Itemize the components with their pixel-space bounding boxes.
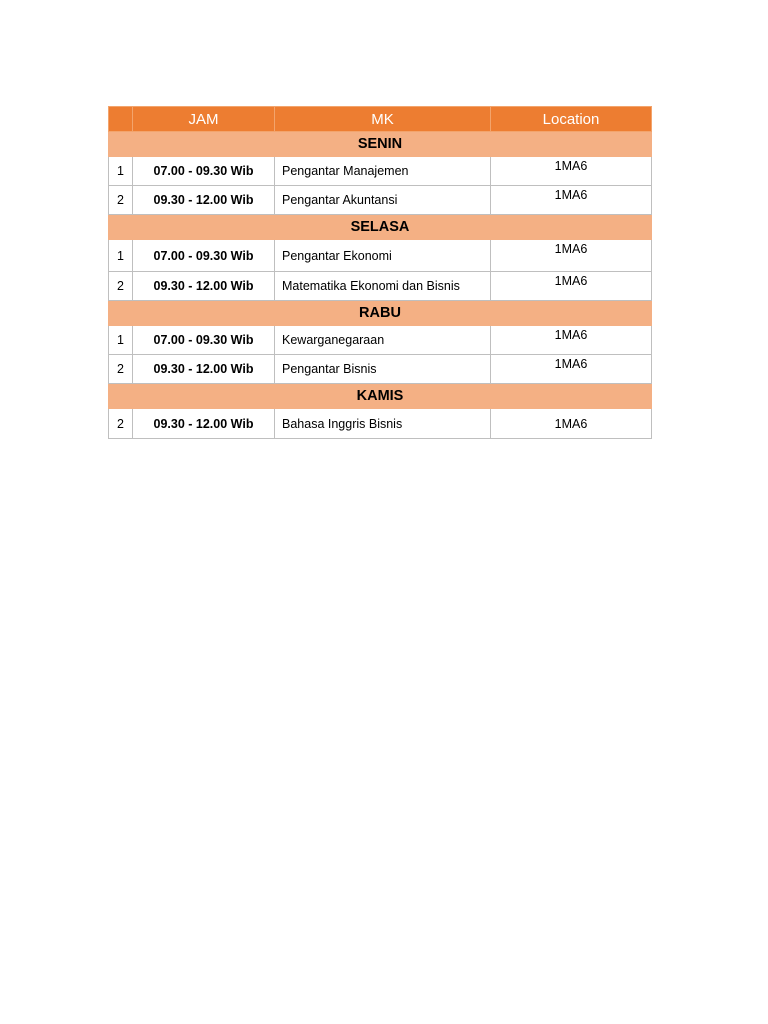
- row-number: 2: [109, 186, 133, 215]
- schedule-table: [108, 106, 652, 439]
- day-row-kamis: [109, 384, 652, 409]
- day-label: KAMIS: [109, 384, 652, 409]
- row-location: 1MA6: [491, 326, 652, 355]
- day-label: RABU: [109, 301, 652, 326]
- row-location: 1MA6: [491, 409, 652, 439]
- table-row: [109, 326, 652, 355]
- header-mk: MK: [275, 107, 491, 132]
- row-location: 1MA6: [491, 240, 652, 272]
- row-location: 1MA6: [491, 186, 652, 215]
- row-number: 2: [109, 355, 133, 384]
- row-location: 1MA6: [491, 157, 652, 186]
- day-row-senin: [109, 132, 652, 157]
- row-time: 07.00 - 09.30 Wib: [133, 240, 275, 272]
- day-label: SENIN: [109, 132, 652, 157]
- row-course: Pengantar Ekonomi: [275, 240, 491, 272]
- table-header-row: [109, 107, 652, 132]
- row-number: 2: [109, 409, 133, 439]
- row-number: 1: [109, 326, 133, 355]
- row-course: Bahasa Inggris Bisnis: [275, 409, 491, 439]
- row-number: 1: [109, 240, 133, 272]
- row-time: 09.30 - 12.00 Wib: [133, 186, 275, 215]
- row-number: 2: [109, 272, 133, 301]
- row-course: Pengantar Bisnis: [275, 355, 491, 384]
- table-row: [109, 240, 652, 272]
- day-row-selasa: [109, 215, 652, 240]
- row-time: 09.30 - 12.00 Wib: [133, 272, 275, 301]
- table-row: [109, 272, 652, 301]
- row-time: 07.00 - 09.30 Wib: [133, 326, 275, 355]
- row-time: 09.30 - 12.00 Wib: [133, 355, 275, 384]
- day-label: SELASA: [109, 215, 652, 240]
- row-number: 1: [109, 157, 133, 186]
- row-course: Pengantar Manajemen: [275, 157, 491, 186]
- row-course: Matematika Ekonomi dan Bisnis: [275, 272, 491, 301]
- table-row: [109, 157, 652, 186]
- row-location: 1MA6: [491, 272, 652, 301]
- row-time: 09.30 - 12.00 Wib: [133, 409, 275, 439]
- row-time: 07.00 - 09.30 Wib: [133, 157, 275, 186]
- table-row: [109, 409, 652, 439]
- row-course: Pengantar Akuntansi: [275, 186, 491, 215]
- header-location: Location: [491, 107, 652, 132]
- table-row: [109, 186, 652, 215]
- table-row: [109, 355, 652, 384]
- day-row-rabu: [109, 301, 652, 326]
- header-jam: JAM: [133, 107, 275, 132]
- row-location: 1MA6: [491, 355, 652, 384]
- row-course: Kewarganegaraan: [275, 326, 491, 355]
- header-number-cell: [109, 107, 133, 132]
